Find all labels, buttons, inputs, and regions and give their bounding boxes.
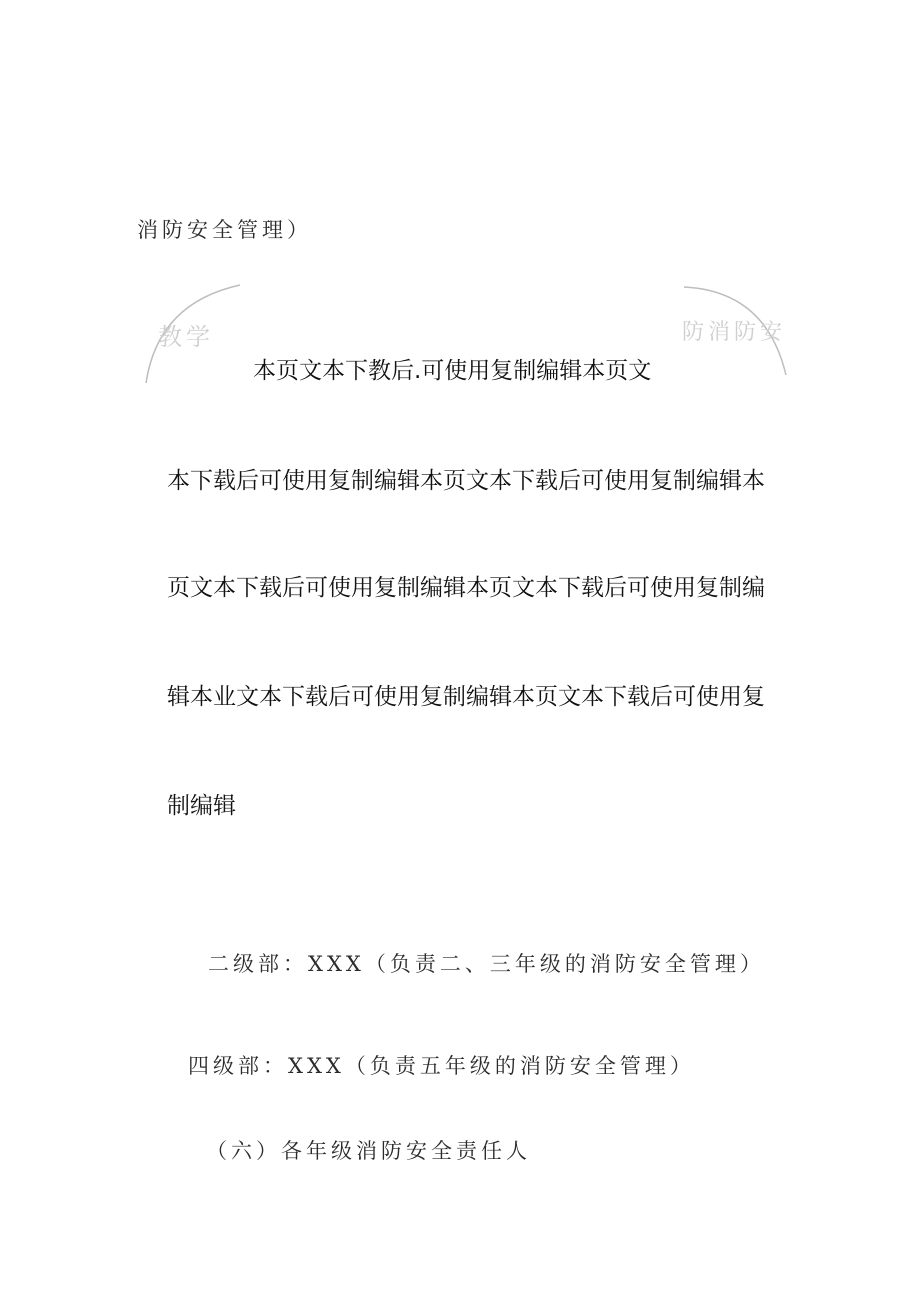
section-6-heading: （六）各年级消防安全责任人: [206, 1139, 531, 1163]
stamp-right-text: 防消防安: [682, 320, 787, 345]
watermark-line-5: 制编辑: [167, 793, 236, 819]
watermark-line-4: 辑本业文本下载后可使用复制编辑本页文本下载后可使用复: [167, 684, 765, 710]
watermark-line-1: 本页文本下教后.可使用复制编辑本页文: [253, 358, 652, 384]
stamp-left: [138, 283, 242, 385]
item-grade2: 二级部：XXX（负责二、三年级的消防安全管理）: [208, 952, 765, 976]
stamp-left-text: 教学: [158, 323, 214, 351]
watermark-line-2: 本下载后可使用复制编辑本页文本下载后可使用复制编辑本: [167, 468, 765, 494]
stamp-right: [682, 283, 788, 379]
header-fragment: 消防安全管理）: [137, 218, 312, 242]
watermark-line-3: 页文本下载后可使用复制编辑本页文本下载后可使用复制编: [167, 575, 765, 601]
item-grade4: 四级部：XXX（负责五年级的消防安全管理）: [188, 1054, 695, 1078]
